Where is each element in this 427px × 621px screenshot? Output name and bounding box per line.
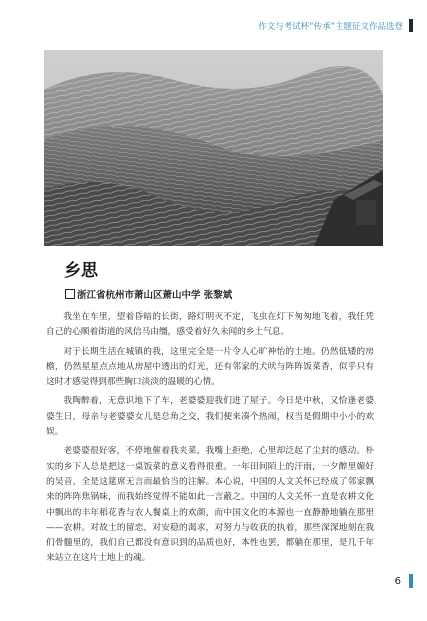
paragraph: 对于长期生活在城镇的我，这里完全是一片令人心旷神怡的土地。仍然低矮的房檐，仍然星星点点地从房屋中透出的灯光，还有邻家的犬吠与阵阵饭菜香，似乎只有这时才感觉得到那些胸口淡淡的温暖的心情。 — [46, 346, 374, 388]
paragraph: 我陶醉着，无意识地下了车，老婆婆迎我们进了屋子。今日是中秋，又恰逢老婆婆生日，母亲与老婆婆女儿是总角之交，我们便来凑个热闹，权当是假期中小小的欢娱。 — [46, 396, 374, 438]
landscape-photo — [44, 50, 383, 246]
article-title: 乡思 — [64, 261, 98, 281]
running-header: 作文与考试杯“传承”主题征文作品选登 — [258, 22, 403, 32]
page-accent-bar — [409, 574, 413, 588]
paragraph: 老婆婆很好客，不停地催着我夹菜，我嘴上拒绝，心里却泛起了尘封的感动。朴实的乡下人总是把这一桌饭菜的意义看得很重。一年田间陌上的汗雨，一夕醉里媚好的吴音，全是这筵席无言而最恰当的注解。本心说，中国的人文关怀已经成了邻家飘来的阵阵焦锅味，而我始终觉得不能如此一言蔽之。中国的人文关怀一直是农耕文化中飘出的丰年稻花香与农人餐桌上的欢颜，而中国文化的本源也一直静静地躺在那里——农耕。对故土的留恋，对安稳的渴求，对努力与收获的执着，那些深深地刻在我们骨髓里的，我们自己都没有意识到的品质也好，本性也罢，都躺在那里，是几千年来站立在这片土地上的魂。 — [46, 446, 374, 564]
terraced-mountain-image — [44, 50, 383, 246]
page-number: 6 — [394, 576, 401, 587]
checkbox-icon — [65, 289, 75, 299]
byline-text: 浙江省杭州市萧山区萧山中学 张黎斌 — [77, 290, 233, 301]
article-byline — [65, 287, 232, 301]
paragraph: 我坐在车里，望着昏暗的长街，路灯明灭不定，飞虫在灯下匆匆地飞着，我任凭自己的心顺着街道的风信马由缰，感受着好久未闻的乡土气息。 — [46, 312, 374, 338]
article-body — [46, 310, 374, 567]
header-accent-bar — [409, 19, 413, 32]
